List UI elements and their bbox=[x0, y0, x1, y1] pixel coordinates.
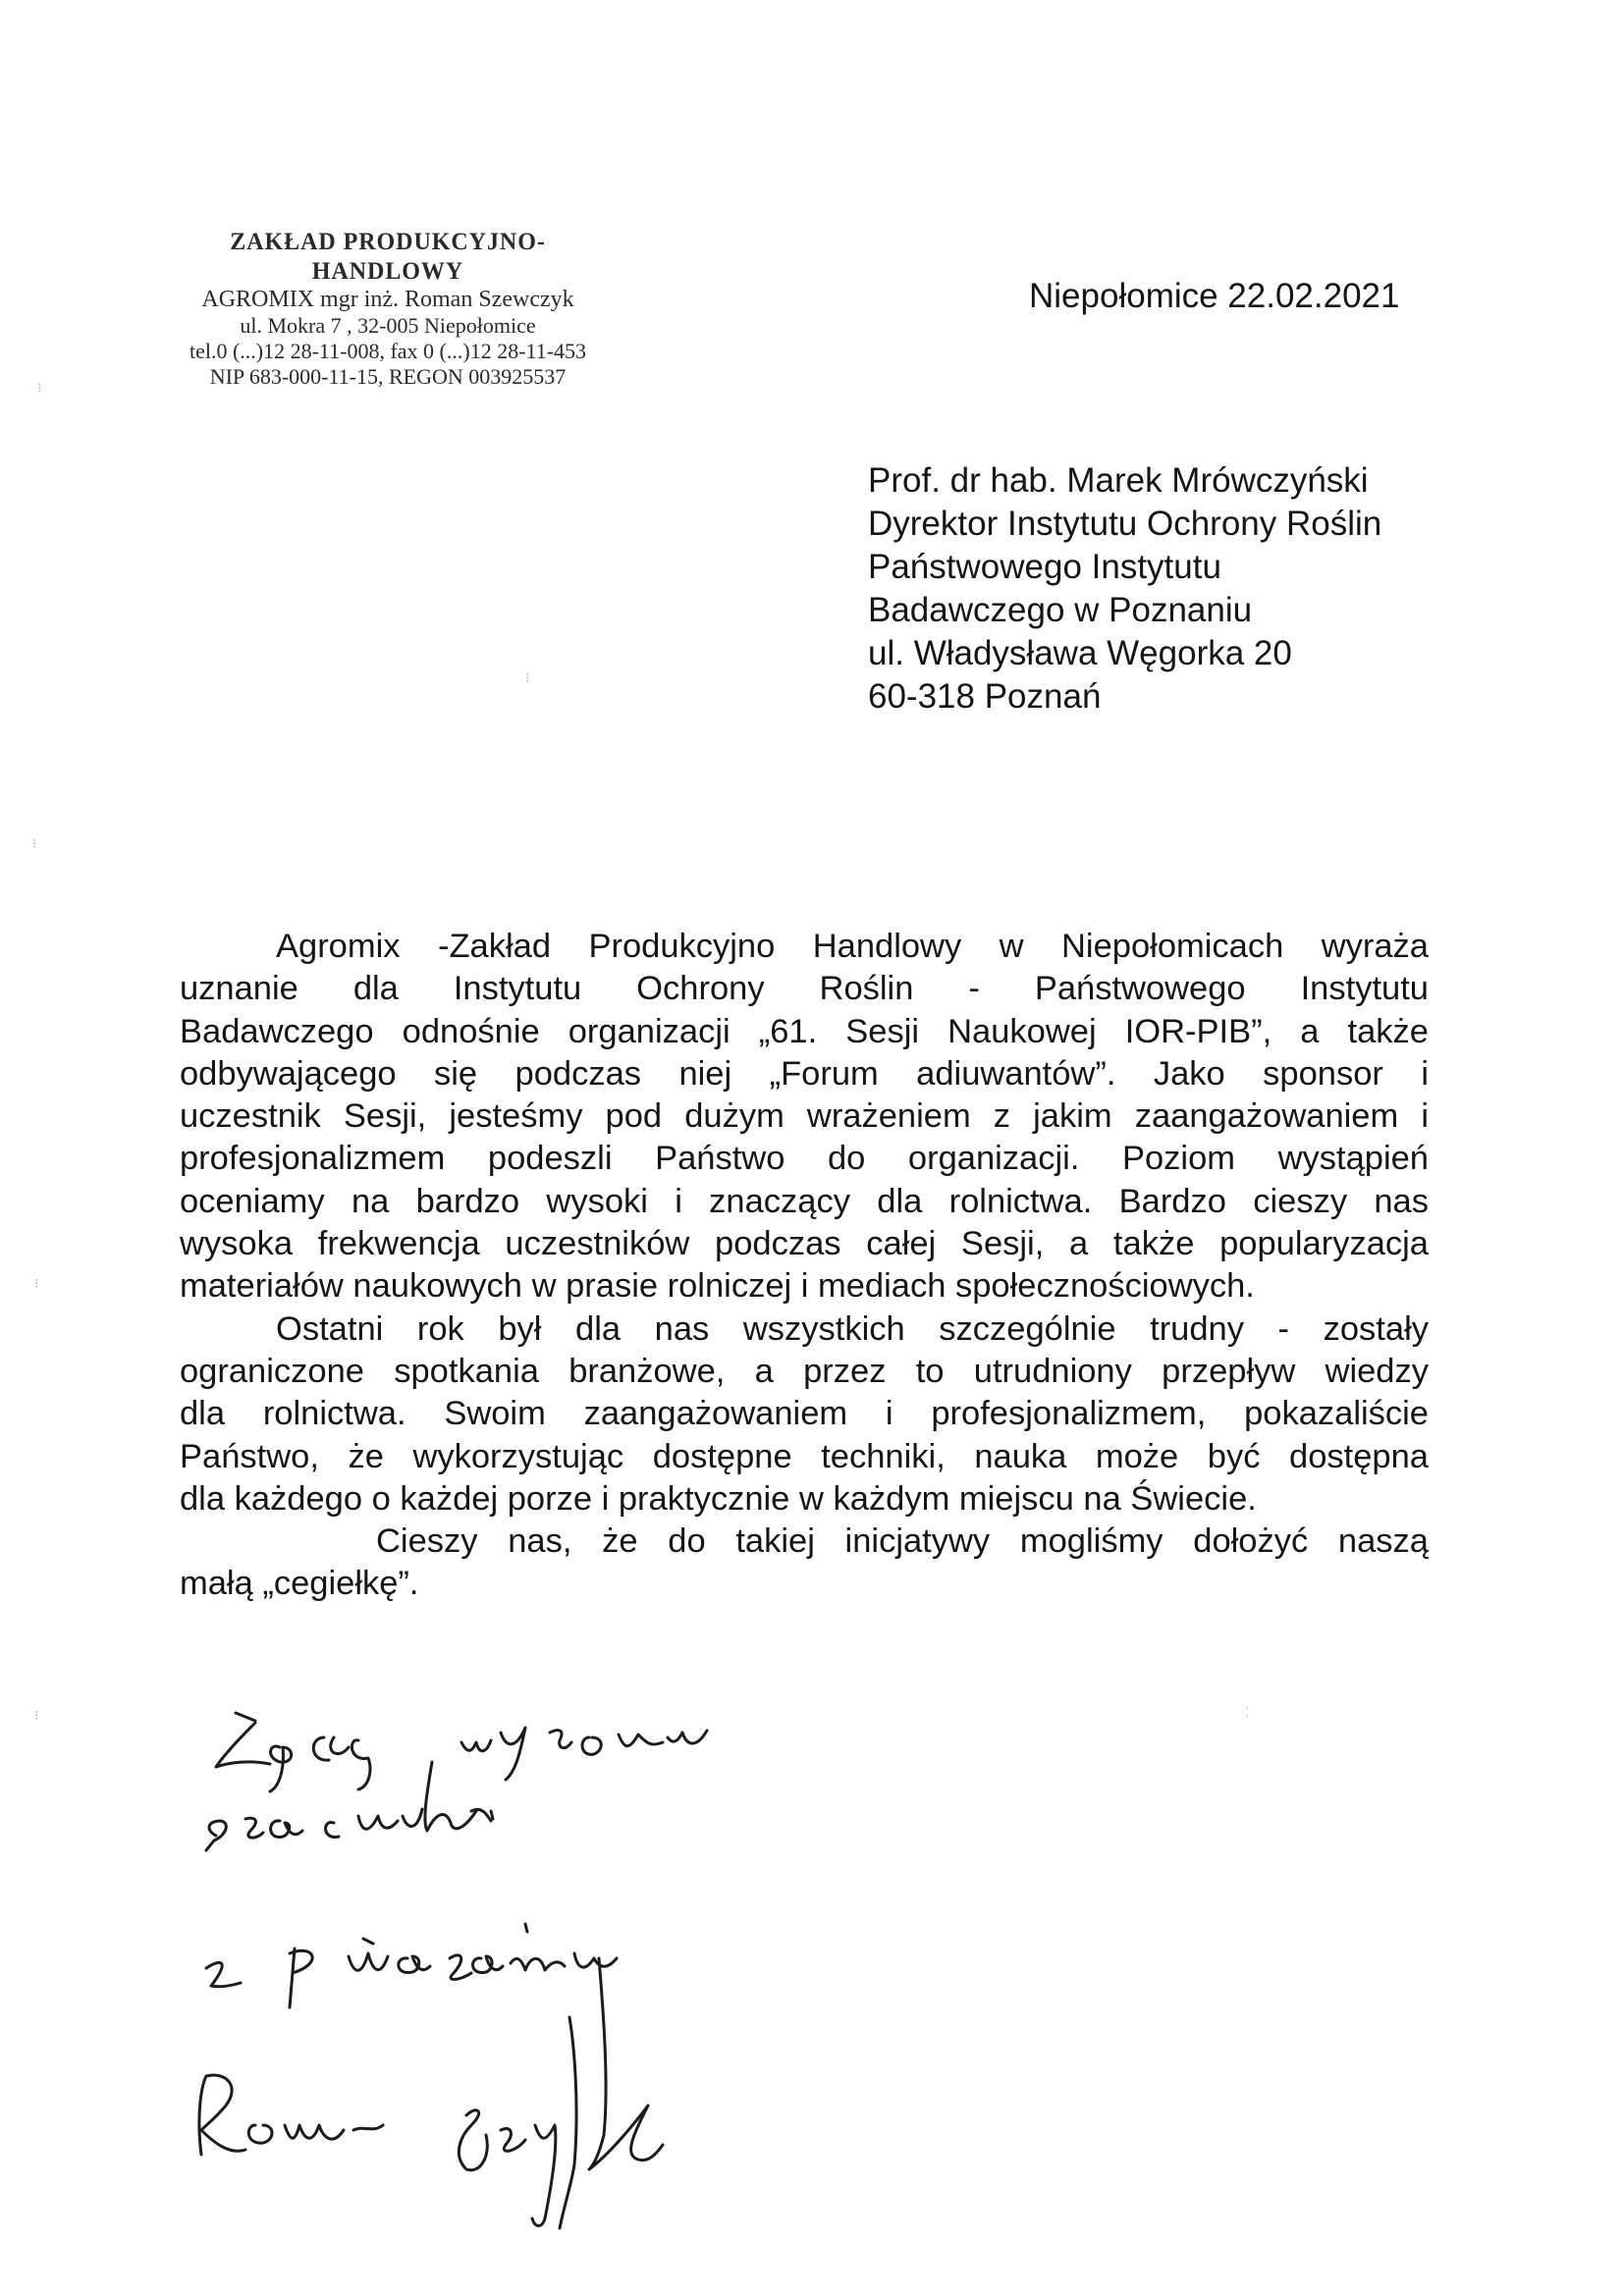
body-line: małą „cegiełkę”. bbox=[180, 1565, 419, 1603]
body-line: materiałów naukowych w prasie rolniczej i mediach społecznościowych. bbox=[180, 1267, 1255, 1306]
paragraph-2 bbox=[180, 1308, 1429, 1521]
recipient-line: Dyrektor Instytutu Ochrony Roślin bbox=[868, 505, 1382, 543]
recipient-address-block bbox=[868, 459, 1381, 719]
recipient-line: ul. Władysława Węgorka 20 bbox=[868, 634, 1292, 672]
letterhead-owner: AGROMIX mgr inż. Roman Szewczyk bbox=[201, 287, 574, 312]
letterhead-stamp bbox=[157, 228, 619, 390]
paragraph-3 bbox=[180, 1521, 1429, 1606]
body-line: Państwo, że wykorzystując dostępne techniki, nauka może być dostępna bbox=[180, 1437, 1429, 1475]
recipient-line: Badawczego w Poznaniu bbox=[868, 591, 1253, 629]
body-line: odbywającego się podczas niej „Forum adiuwantów”. Jako sponsor i bbox=[180, 1054, 1429, 1093]
body-line: ograniczone spotkania branżowe, a przez to utrudniony przepływ wiedzy bbox=[180, 1352, 1429, 1390]
scan-speck: ⁝ bbox=[525, 670, 530, 686]
letterhead-address: ul. Mokra 7 , 32-005 Niepołomice bbox=[240, 313, 536, 339]
body-line: oceniamy na bardzo wysoki i znaczący dla rolnictwa. Bardzo cieszy nas bbox=[180, 1182, 1429, 1220]
body-line: Cieszy nas, że do takiej inicjatywy mogliśmy dołożyć naszą bbox=[376, 1522, 1429, 1561]
body-line: Ostatni rok był dla nas wszystkich szczególnie trudny - zostały bbox=[276, 1309, 1429, 1348]
body-line: dla rolnictwa. Swoim zaangażowaniem i profesjonalizmem, pokazaliście bbox=[180, 1395, 1429, 1433]
paragraph-1 bbox=[180, 926, 1429, 1308]
body-line: Agromix -Zakład Produkcyjno Handlowy w Niepołomicach wyraża bbox=[276, 928, 1429, 965]
scan-speck: ⁝ bbox=[37, 381, 42, 397]
handwritten-signature bbox=[187, 1693, 933, 2243]
recipient-line: 60-318 Poznań bbox=[868, 677, 1102, 716]
letter-body bbox=[180, 926, 1429, 1606]
letter-date: Niepołomice 22.02.2021 bbox=[1029, 277, 1400, 315]
recipient-line: Prof. dr hab. Marek Mrówczyński bbox=[868, 461, 1369, 500]
scan-speck: ⁚ bbox=[1245, 1705, 1250, 1721]
body-line: Badawczego odnośnie organizacji „61. Sesji Naukowej IOR-PIB”, a także bbox=[180, 1012, 1429, 1050]
body-line: dla każdego o każdej porze i praktycznie w każdym miejscu na Świecie. bbox=[180, 1479, 1257, 1518]
scan-speck: ⁝ bbox=[32, 836, 37, 852]
body-line: uznanie dla Instytutu Ochrony Roślin - Państwowego Instytutu bbox=[180, 970, 1429, 1008]
scan-speck: ⁝ bbox=[34, 1708, 39, 1724]
body-line: profesjonalizmem podeszli Państwo do organizacji. Poziom wystąpień bbox=[180, 1140, 1429, 1178]
recipient-line: Państwowego Instytutu bbox=[868, 548, 1221, 586]
letterhead-phone-fax: tel.0 (...)12 28-11-008, fax 0 (...)12 28-11-453 bbox=[189, 339, 587, 364]
body-line: wysoka frekwencja uczestników podczas całej Sesji, a także popularyzacja bbox=[180, 1225, 1429, 1263]
letterhead-company-name: ZAKŁAD PRODUKCYJNO-HANDLOWY bbox=[230, 229, 546, 285]
scan-speck: ⁝ bbox=[34, 1276, 39, 1292]
letterhead-nip-regon: NIP 683-000-11-15, REGON 003925537 bbox=[209, 364, 567, 390]
body-line: uczestnik Sesji, jesteśmy pod dużym wrażeniem z jakim zaangażowaniem i bbox=[180, 1097, 1429, 1136]
